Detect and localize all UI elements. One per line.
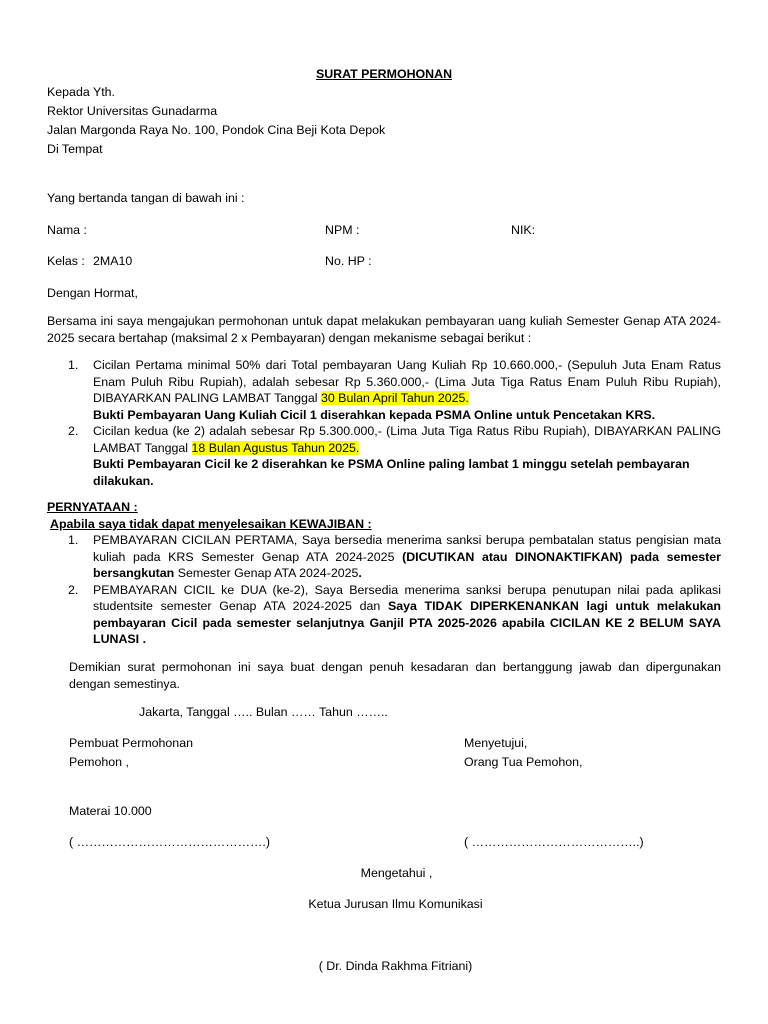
statement-bold: (DICUTIKAN atau DINONAKTIFKAN) pada semester bersangkutan bbox=[93, 549, 721, 580]
kelas-value: 2MA10 bbox=[93, 254, 133, 268]
statement-item bbox=[68, 582, 721, 648]
recipient-line-1: Kepada Yth. bbox=[47, 85, 115, 99]
statement-bold: . bbox=[358, 566, 362, 580]
npm-label: NPM : bbox=[325, 223, 360, 237]
stamp-label: Materai 10.000 bbox=[69, 804, 152, 818]
installment-item bbox=[68, 357, 721, 423]
letter-title: SURAT PERMOHONAN bbox=[315, 67, 453, 81]
recipient-line-3: Jalan Margonda Raya No. 100, Pondok Cina Beji Kota Depok bbox=[47, 123, 386, 137]
statement-text: PEMBAYARAN CICIL ke DUA (ke-2), Saya Bersedia menerima sanksi berupa penutupan nilai pada aplikasi studentsite semester Genap ATA 2024-2025 dan bbox=[93, 582, 721, 613]
acknowledge-name: ( Dr. Dinda Rakhma Fitriani) bbox=[318, 959, 473, 973]
signature-line-left: ( ……………………………………….) bbox=[69, 835, 270, 849]
acknowledge-role: Ketua Jurusan Ilmu Komunikasi bbox=[308, 897, 483, 911]
kelas-label: Kelas : bbox=[47, 254, 85, 268]
statement-text: PEMBAYARAN CICILAN PERTAMA, Saya bersedia menerima sanksi berupa pembatalan status pengisian mata kuliah pada KRS Semester Genap ATA 2024-2025 bbox=[93, 533, 721, 564]
statement-bold: Saya TIDAK DIPERKENANKAN lagi untuk melakukan pembayaran Cicil pada semester selanjutnya Ganjil PTA 2025-2026 apabila CICILAN KE 2 BELUM SAYA LUNASI . bbox=[93, 599, 721, 646]
statement-text: Semester Genap ATA 2024-2025 bbox=[174, 566, 359, 580]
installment-item bbox=[68, 423, 721, 489]
statement-subheading: Apabila saya tidak dapat menyelesaikan KEWAJIBAN : bbox=[50, 517, 372, 531]
signer-left-role: Pemohon , bbox=[69, 755, 129, 769]
closing-paragraph: Demikian surat permohonan ini saya buat dengan penuh kesadaran dan bertanggung jawab dan dipergunakan dengan semestinya. bbox=[69, 660, 721, 691]
installment-text: Cicilan Pertama minimal 50% dari Total pembayaran Uang Kuliah Rp 10.660.000,- (Sepuluh Juta Enam Ratus Enam Puluh Ribu Rupiah), adalah sebesar Rp 5.360.000,- (Lima Juta Tiga Ratus Enam Puluh Ribu Rupiah), DIBAYARKAN PALING LAMBAT Tanggal bbox=[93, 358, 721, 405]
statement-heading: PERNYATAAN : bbox=[47, 500, 138, 514]
acknowledge-label: Mengetahui , bbox=[360, 866, 433, 880]
list-number: 1. bbox=[68, 533, 79, 547]
salutation: Dengan Hormat, bbox=[47, 286, 138, 300]
recipient-line-4: Di Tempat bbox=[47, 142, 103, 156]
statement-list bbox=[68, 532, 721, 648]
nik-label: NIK: bbox=[511, 223, 536, 237]
recipient-line-2: Rektor Universitas Gunadarma bbox=[47, 104, 218, 118]
signer-left-title: Pembuat Permohonan bbox=[69, 736, 193, 750]
nama-label: Nama : bbox=[47, 223, 87, 237]
body-paragraph: Bersama ini saya mengajukan permohonan untuk dapat melakukan pembayaran uang kuliah Semester Genap ATA 2024-2025 secara bertahap (maksimal 2 x Pembayaran) dengan mekanisme sebagai berikut : bbox=[47, 314, 721, 345]
place-date: Jakarta, Tanggal ….. Bulan …… Tahun …….. bbox=[139, 705, 388, 719]
hp-label: No. HP : bbox=[325, 254, 372, 268]
list-number: 2. bbox=[68, 582, 79, 597]
intro-line: Yang bertanda tangan di bawah ini : bbox=[47, 191, 245, 205]
list-number: 2. bbox=[68, 424, 79, 438]
deadline-highlight: 30 Bulan April Tahun 2025. bbox=[320, 391, 469, 405]
statement-item bbox=[68, 532, 721, 582]
signer-right-title: Menyetujui, bbox=[464, 736, 528, 750]
signer-right-role: Orang Tua Pemohon, bbox=[464, 755, 583, 769]
installment-text: Cicilan kedua (ke 2) adalah sebesar Rp 5.300.000,- (Lima Juta Tiga Ratus Ribu Rupiah), DIBAYARKAN PALING LAMBAT Tanggal bbox=[93, 424, 721, 455]
installment-list bbox=[68, 357, 721, 489]
list-number: 1. bbox=[68, 358, 79, 372]
signature-line-right: ( …………………………………..) bbox=[464, 835, 644, 849]
deadline-highlight: 18 Bulan Agustus Tahun 2025. bbox=[191, 440, 360, 455]
installment-note: Bukti Pembayaran Uang Kuliah Cicil 1 diserahkan kepada PSMA Online untuk Pencetakan KRS. bbox=[93, 407, 656, 422]
installment-note: Bukti Pembayaran Cicil ke 2 diserahkan ke PSMA Online paling lambat 1 minggu setelah pembayaran dilakukan. bbox=[93, 457, 690, 488]
